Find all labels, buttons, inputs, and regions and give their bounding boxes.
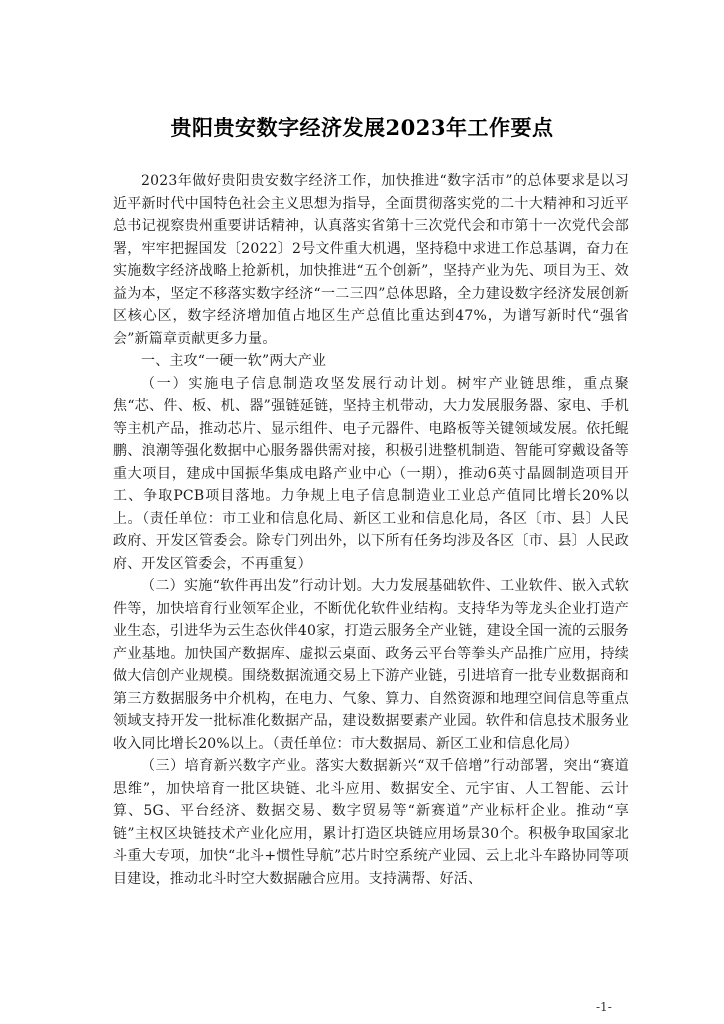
body-paragraph: （二）实施“软件再出发”行动计划。大力发展基础软件、工业软件、嵌入式软件等，加快培育行业领军企业，不断优化软件业结构。支持华为等龙头企业打造产业生态，引进华为云生态伙伴40家，打造云服务全产业链，建设全国一流的云服务产业基地。加快国产数据库、虚拟云桌面、政务云平台等拳头产品推广应用，持续做大信创产业规模。围绕数据流通交易上下游产业链，引进培育一批专业数据商和第三方数据服务中介机构，在电力、气象、算力、自然资源和地理空间信息等重点领域支持开发一批标准化数据产品，建设数据要素产业园。软件和信息技术服务业收入同比增长20%以上。（责任单位：市大数据局、新区工业和信息化局） [113, 578, 629, 752]
page-number: -1- [596, 1000, 612, 1014]
body-paragraph: （三）培育新兴数字产业。落实大数据新兴“双千倍增”行动部署，突出“赛道思维”，加快培育一批区块链、北斗应用、数据安全、元宇宙、人工智能、云计算、5G、平台经济、数据交易、数字贸易等“新赛道”产业标杆企业。推动“享链”主权区块链技术产业化应用，累计打造区块链应用场景30个。积极争取国家北斗重大专项，加快“北斗+惯性导航”芯片时空系统产业园、云上北斗车路协同等项目建设，推动北斗时空大数据融合应用。支持满帮、好活、 [113, 758, 629, 887]
document-body [113, 170, 629, 890]
document-title: 贵阳贵安数字经济发展2023年工作要点 [170, 115, 554, 140]
body-paragraph: （一）实施电子信息制造攻坚发展行动计划。树牢产业链思维，重点聚焦“芯、件、板、机、器”强链延链，坚持主机带动，大力发展服务器、家电、手机等主机产品，推动芯片、显示组件、电子元器件、电路板等关键领域发展。依托鲲鹏、浪潮等强化数据中心服务器供需对接，积极引进整机制造、智能可穿戴设备等重大项目，建成中国振华集成电路产业中心（一期），推动6英寸晶圆制造项目开工、争取PCB项目落地。力争规上电子信息制造业工业总产值同比增长20%以上。（责任单位：市工业和信息化局、新区工业和信息化局，各区〔市、县〕人民政府、开发区管委会。除专门列出外，以下所有任务均涉及各区〔市、县〕人民政府、开发区管委会，不再重复） [113, 375, 629, 572]
intro-paragraph: 2023年做好贵阳贵安数字经济工作，加快推进“数字活市”的总体要求是以习近平新时代中国特色社会主义思想为指导，全面贯彻落实党的二十大精神和习近平总书记视察贵州重要讲话精神，认真落实省第十三次党代会和市第十一次党代会部署，牢牢把握国发〔2022〕2号文件重大机遇，坚持稳中求进工作总基调，奋力在实施数字经济战略上抢新机，加快推进“五个创新”，坚持产业为先、项目为王、效益为本，坚定不移落实数字经济“一二三四”总体思路，全力建设数字经济发展创新区核心区，数字经济增加值占地区生产总值比重达到47%，为谱写新时代“强省会”新篇章贡献更多力量。 [113, 173, 629, 347]
section-heading: 一、主攻“一硬一软”两大产业 [141, 353, 327, 369]
